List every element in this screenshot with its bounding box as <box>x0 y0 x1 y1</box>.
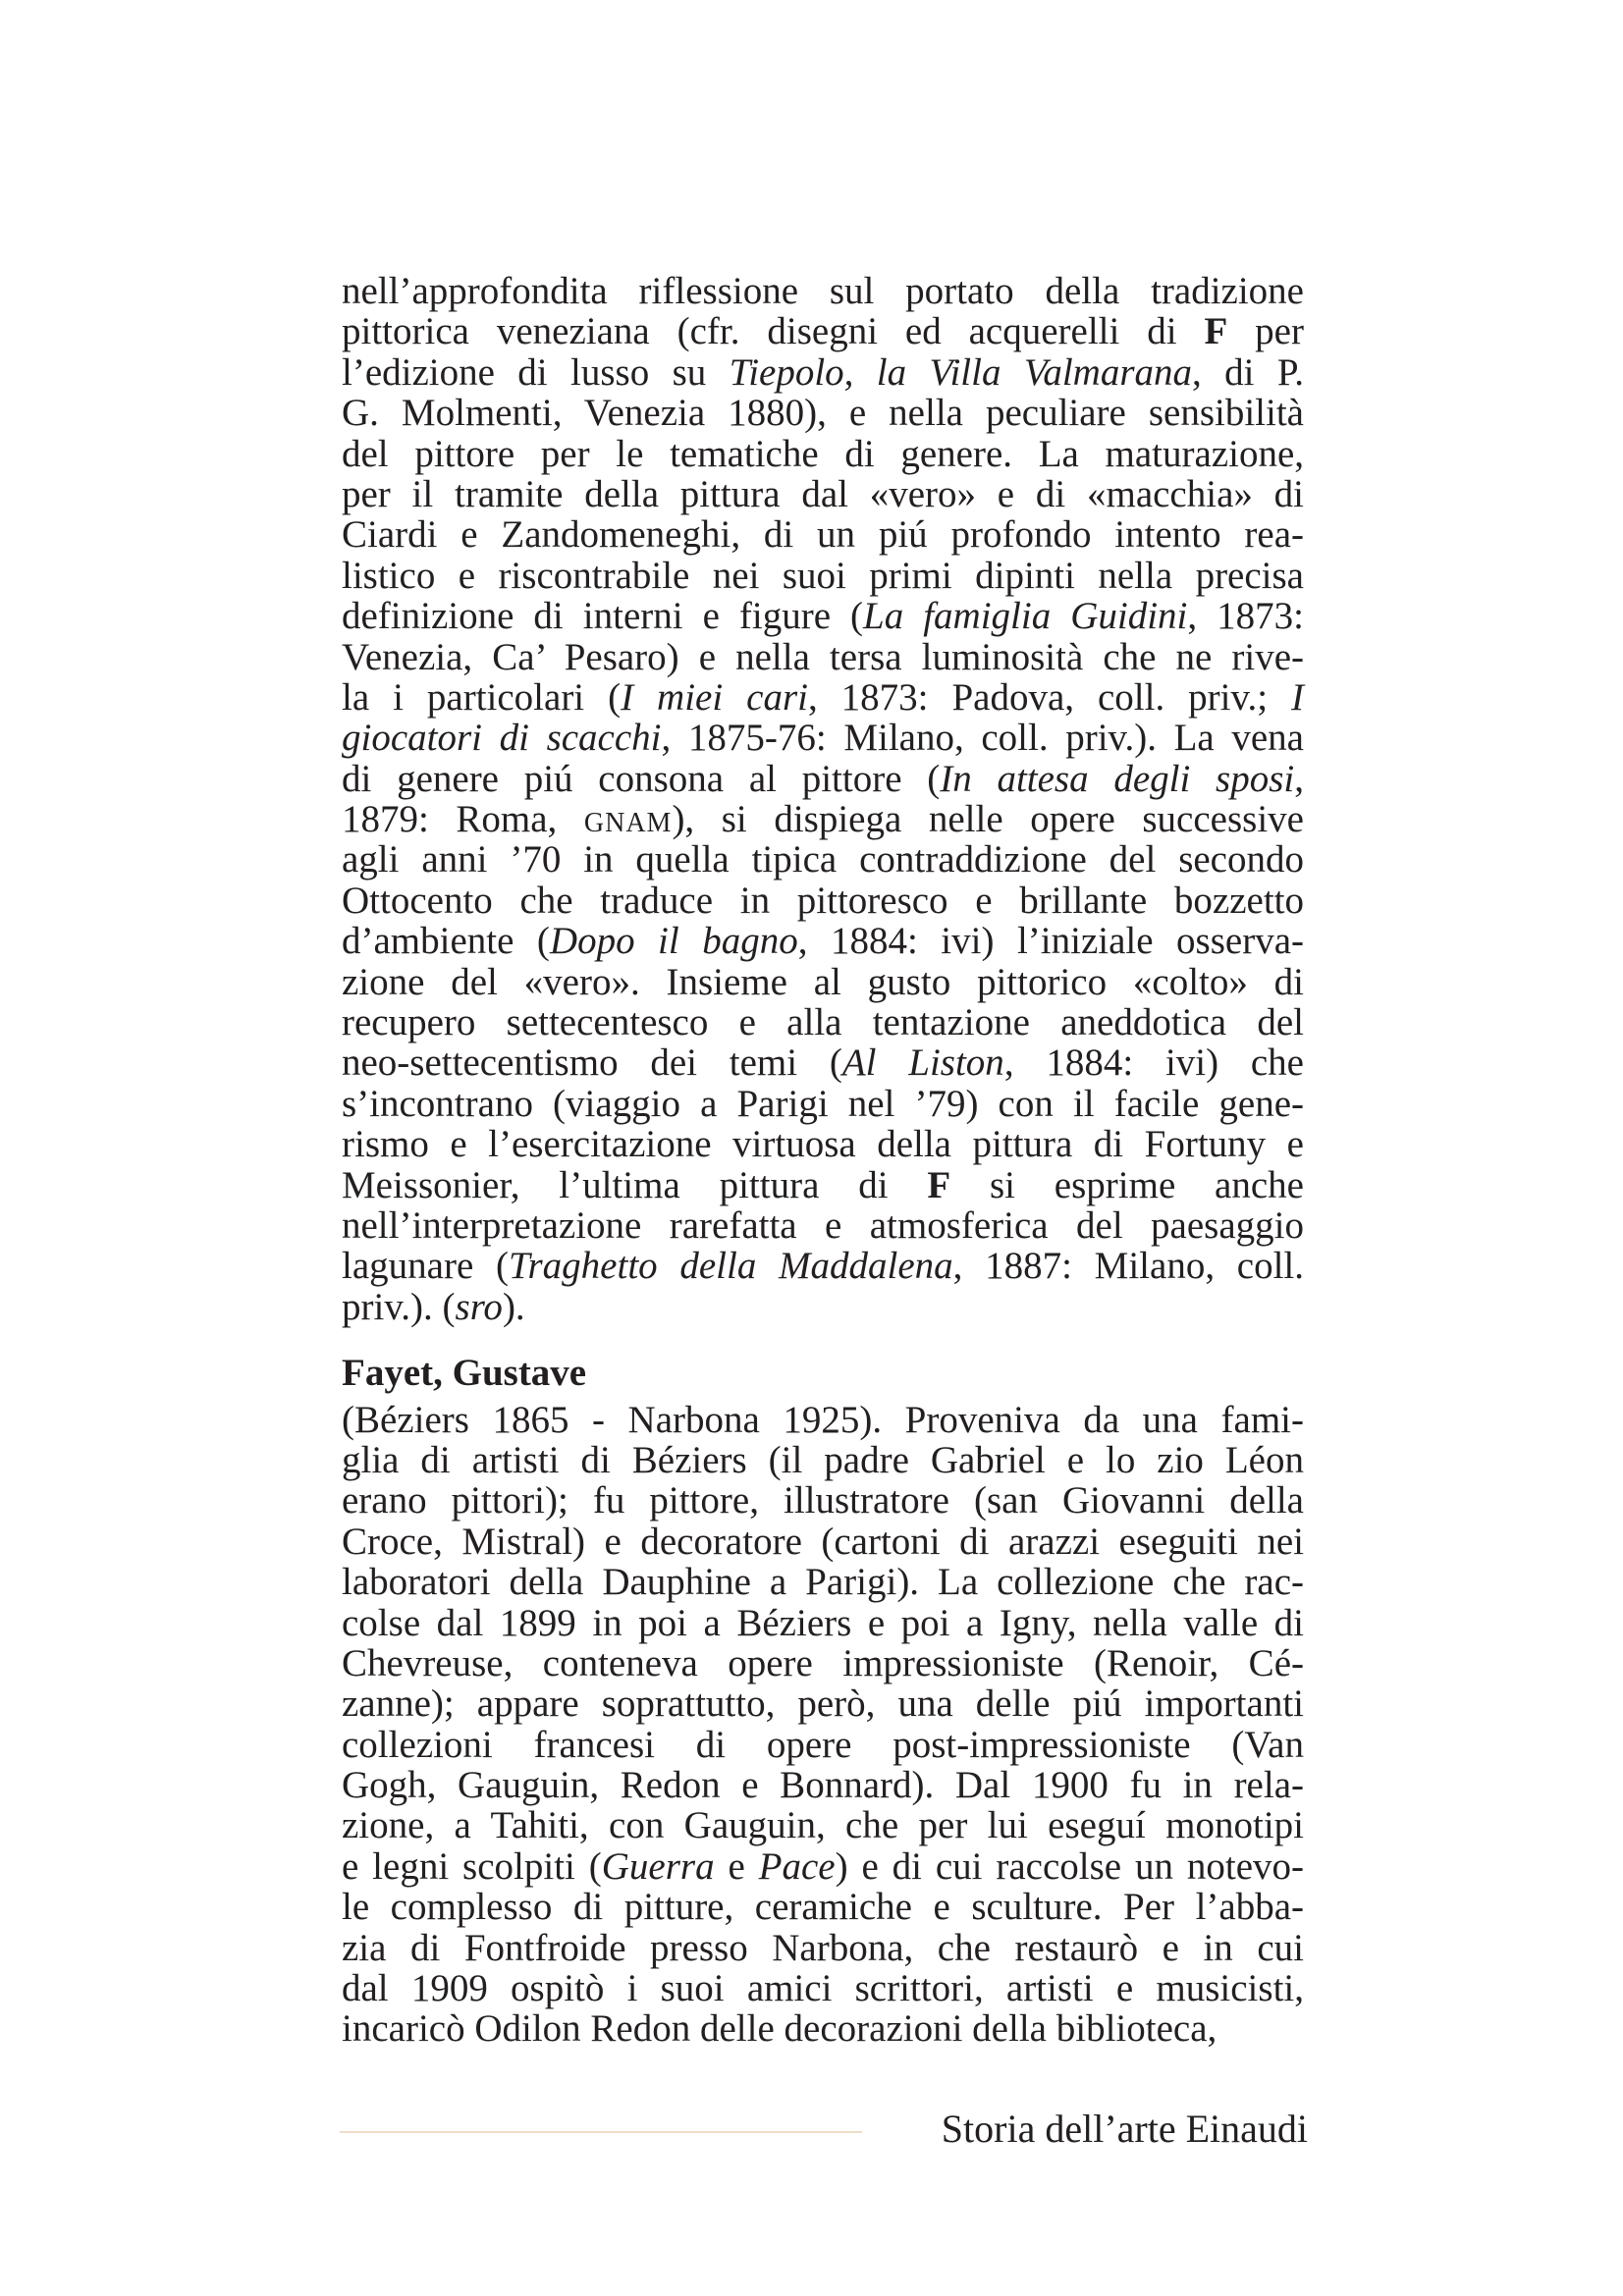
text-line <box>342 718 1304 758</box>
entry-heading: Fayet, Gustave <box>342 1352 587 1395</box>
text-run: collezioni francesi di opere post-impressioniste (Van <box>342 1723 1304 1766</box>
text-line <box>342 637 1304 677</box>
text-line <box>342 1805 1304 1845</box>
text-line <box>342 1246 1304 1286</box>
paragraph-continuation <box>342 271 1304 1327</box>
text-run: Ciardi e Zandomeneghi, di un piú profondo intento rea- <box>342 513 1304 557</box>
italic-title: Tiepolo, la Villa Valmarana <box>729 350 1193 394</box>
italic-title: Guerra <box>601 1844 715 1888</box>
text-run: Venezia, Ca’ Pesaro) e nella tersa luminosità che ne rive- <box>342 635 1304 678</box>
text-run: nell’interpretazione rarefatta e atmosferica del paesaggio <box>342 1203 1304 1247</box>
text-run: pittorica veneziana (cfr. disegni ed acquerelli di <box>342 310 1205 353</box>
italic-title: Al Liston <box>841 1041 1004 1085</box>
text-line <box>342 921 1304 961</box>
italic-title: Dopo il bagno <box>549 920 798 963</box>
italic-title: Traghetto della Maddalena <box>508 1245 953 1288</box>
text-line <box>342 2008 1304 2049</box>
text-run: zanne); appare soprattutto, però, una delle piú importanti <box>342 1682 1304 1726</box>
page-footer <box>340 2106 1308 2155</box>
text-run: zione, a Tahiti, con Gauguin, che per lui eseguí monotipi <box>342 1804 1304 1847</box>
text-run: si esprime anche <box>950 1163 1304 1206</box>
text-run: per il tramite della pittura dal «vero» e di «macchia» di <box>342 472 1304 515</box>
text-run: , 1884: ivi) l’iniziale osserva- <box>797 920 1304 963</box>
text-run: incaricò Odilon Redon delle decorazioni della biblioteca, <box>342 2007 1217 2051</box>
text-run: colse dal 1899 in poi a Béziers e poi a Igny, nella valle di <box>342 1601 1304 1644</box>
text-run: , 1873: Padova, coll. priv.; <box>807 675 1291 719</box>
text-line <box>342 1400 1304 1440</box>
text-line <box>342 311 1304 351</box>
text-run: listico e riscontrabile nei suoi primi dipinti nella precisa <box>342 554 1304 597</box>
text-line <box>342 962 1304 1002</box>
text-run: Meissonier, l’ultima pittura di <box>342 1163 928 1206</box>
text-run: agli anni ’70 in quella tipica contraddizione del secondo <box>342 838 1304 881</box>
text-line <box>342 1603 1304 1643</box>
text-line <box>342 1968 1304 2008</box>
text-line <box>342 1165 1304 1205</box>
footer-rule <box>340 2131 862 2133</box>
small-caps-abbreviation: GNAM <box>583 808 673 839</box>
text-line <box>342 393 1304 433</box>
text-line <box>342 1846 1304 1887</box>
bold-abbreviation: F <box>927 1163 951 1206</box>
text-line <box>342 271 1304 311</box>
text-run: lagunare ( <box>342 1245 509 1288</box>
italic-title: I <box>1291 675 1304 719</box>
page-body <box>342 271 1304 2050</box>
text-line <box>342 799 1304 839</box>
text-run: laboratori della Dauphine a Parigi). La collezione che rac- <box>342 1561 1304 1604</box>
text-run: 1879: Roma, <box>342 798 584 841</box>
italic-title: Pace <box>758 1844 836 1888</box>
text-line <box>342 514 1304 555</box>
text-run: la i particolari ( <box>342 675 622 719</box>
text-line <box>342 759 1304 799</box>
text-line <box>342 1887 1304 1927</box>
text-run: Croce, Mistral) e decoratore (cartoni di arazzi eseguiti nei <box>342 1520 1304 1563</box>
italic-title: In attesa degli sposi <box>940 757 1295 800</box>
text-run: s’incontrano (viaggio a Parigi nel ’79) con il facile gene- <box>342 1082 1304 1125</box>
text-line <box>342 1440 1304 1480</box>
text-run: ). <box>502 1285 525 1328</box>
text-run: glia di artisti di Béziers (il padre Gabriel e lo zio Léon <box>342 1438 1304 1481</box>
text-line <box>342 596 1304 636</box>
text-run: rismo e l’esercitazione virtuosa della pittura di Fortuny e <box>342 1123 1304 1166</box>
text-run: di genere piú consona al pittore ( <box>342 757 941 800</box>
text-run: per <box>1227 310 1304 353</box>
text-line <box>342 881 1304 921</box>
text-run: , 1884: ivi) che <box>1003 1041 1304 1085</box>
text-run: Chevreuse, conteneva opere impressioniste (Renoir, Cé- <box>342 1641 1304 1684</box>
text-line <box>342 556 1304 596</box>
text-run: definizione di interni e figure ( <box>342 595 864 638</box>
text-run: dal 1909 ospitò i suoi amici scrittori, artisti e musicisti, <box>342 1967 1304 2010</box>
text-line <box>342 1002 1304 1042</box>
text-line <box>342 1287 1304 1327</box>
text-run: e <box>714 1844 759 1888</box>
text-run: , 1873: <box>1187 595 1304 638</box>
italic-title: I miei cari <box>621 675 808 719</box>
text-run: , 1875-76: Milano, coll. priv.). La vena <box>661 717 1304 760</box>
text-line <box>342 1480 1304 1521</box>
text-run: (Béziers 1865 - Narbona 1925). Proveniva da una fami- <box>342 1398 1304 1441</box>
bold-abbreviation: F <box>1204 310 1228 353</box>
text-run: , <box>1294 757 1304 800</box>
text-line <box>342 1562 1304 1602</box>
text-run: Gogh, Gauguin, Redon e Bonnard). Dal 1900 fu in rela- <box>342 1764 1304 1807</box>
text-line <box>342 1205 1304 1246</box>
text-run: priv.). ( <box>342 1285 456 1328</box>
text-run: l’edizione di lusso su <box>342 350 730 394</box>
text-run: zia di Fontfroide presso Narbona, che restaurò e in cui <box>342 1926 1304 1969</box>
text-line <box>342 1084 1304 1124</box>
text-run: d’ambiente ( <box>342 920 550 963</box>
text-run: nell’approfondita riflessione sul portato della tradizione <box>342 270 1304 312</box>
text-run: erano pittori); fu pittore, illustratore (san Giovanni della <box>342 1479 1304 1522</box>
text-line <box>342 434 1304 474</box>
text-run: e legni scolpiti ( <box>342 1844 602 1888</box>
text-line <box>342 352 1304 393</box>
italic-title: sro <box>455 1285 503 1328</box>
text-run: , di P. <box>1192 350 1304 394</box>
text-line <box>342 1124 1304 1164</box>
text-line <box>342 677 1304 718</box>
text-line <box>342 1042 1304 1083</box>
text-run: le complesso di pitture, ceramiche e sculture. Per l’abba- <box>342 1886 1304 1929</box>
text-line <box>342 1725 1304 1765</box>
text-run: recupero settecentesco e alla tentazione aneddotica del <box>342 1001 1304 1044</box>
text-run: , 1887: Milano, coll. <box>952 1245 1304 1288</box>
text-line <box>342 839 1304 880</box>
footer-title: Storia dell’arte Einaudi <box>941 2107 1308 2151</box>
text-run: ), si dispiega nelle opere successive <box>672 798 1304 841</box>
text-run: ) e di cui raccolse un notevo- <box>835 1844 1304 1888</box>
text-run: del pittore per le tematiche di genere. La maturazione, <box>342 432 1304 475</box>
text-run: G. Molmenti, Venezia 1880), e nella peculiare sensibilità <box>342 392 1304 435</box>
text-line <box>342 1683 1304 1724</box>
text-line <box>342 1928 1304 1968</box>
text-line <box>342 1522 1304 1562</box>
text-line <box>342 1765 1304 1805</box>
italic-title: La famiglia Guidini <box>863 595 1188 638</box>
text-run: neo-settecentismo dei temi ( <box>342 1041 842 1085</box>
text-run: Ottocento che traduce in pittoresco e brillante bozzetto <box>342 879 1304 922</box>
italic-title: giocatori di scacchi <box>342 717 662 760</box>
text-line <box>342 474 1304 514</box>
text-run: zione del «vero». Insieme al gusto pittorico «colto» di <box>342 960 1304 1003</box>
text-line <box>342 1643 1304 1683</box>
entry-body <box>342 1400 1304 2050</box>
